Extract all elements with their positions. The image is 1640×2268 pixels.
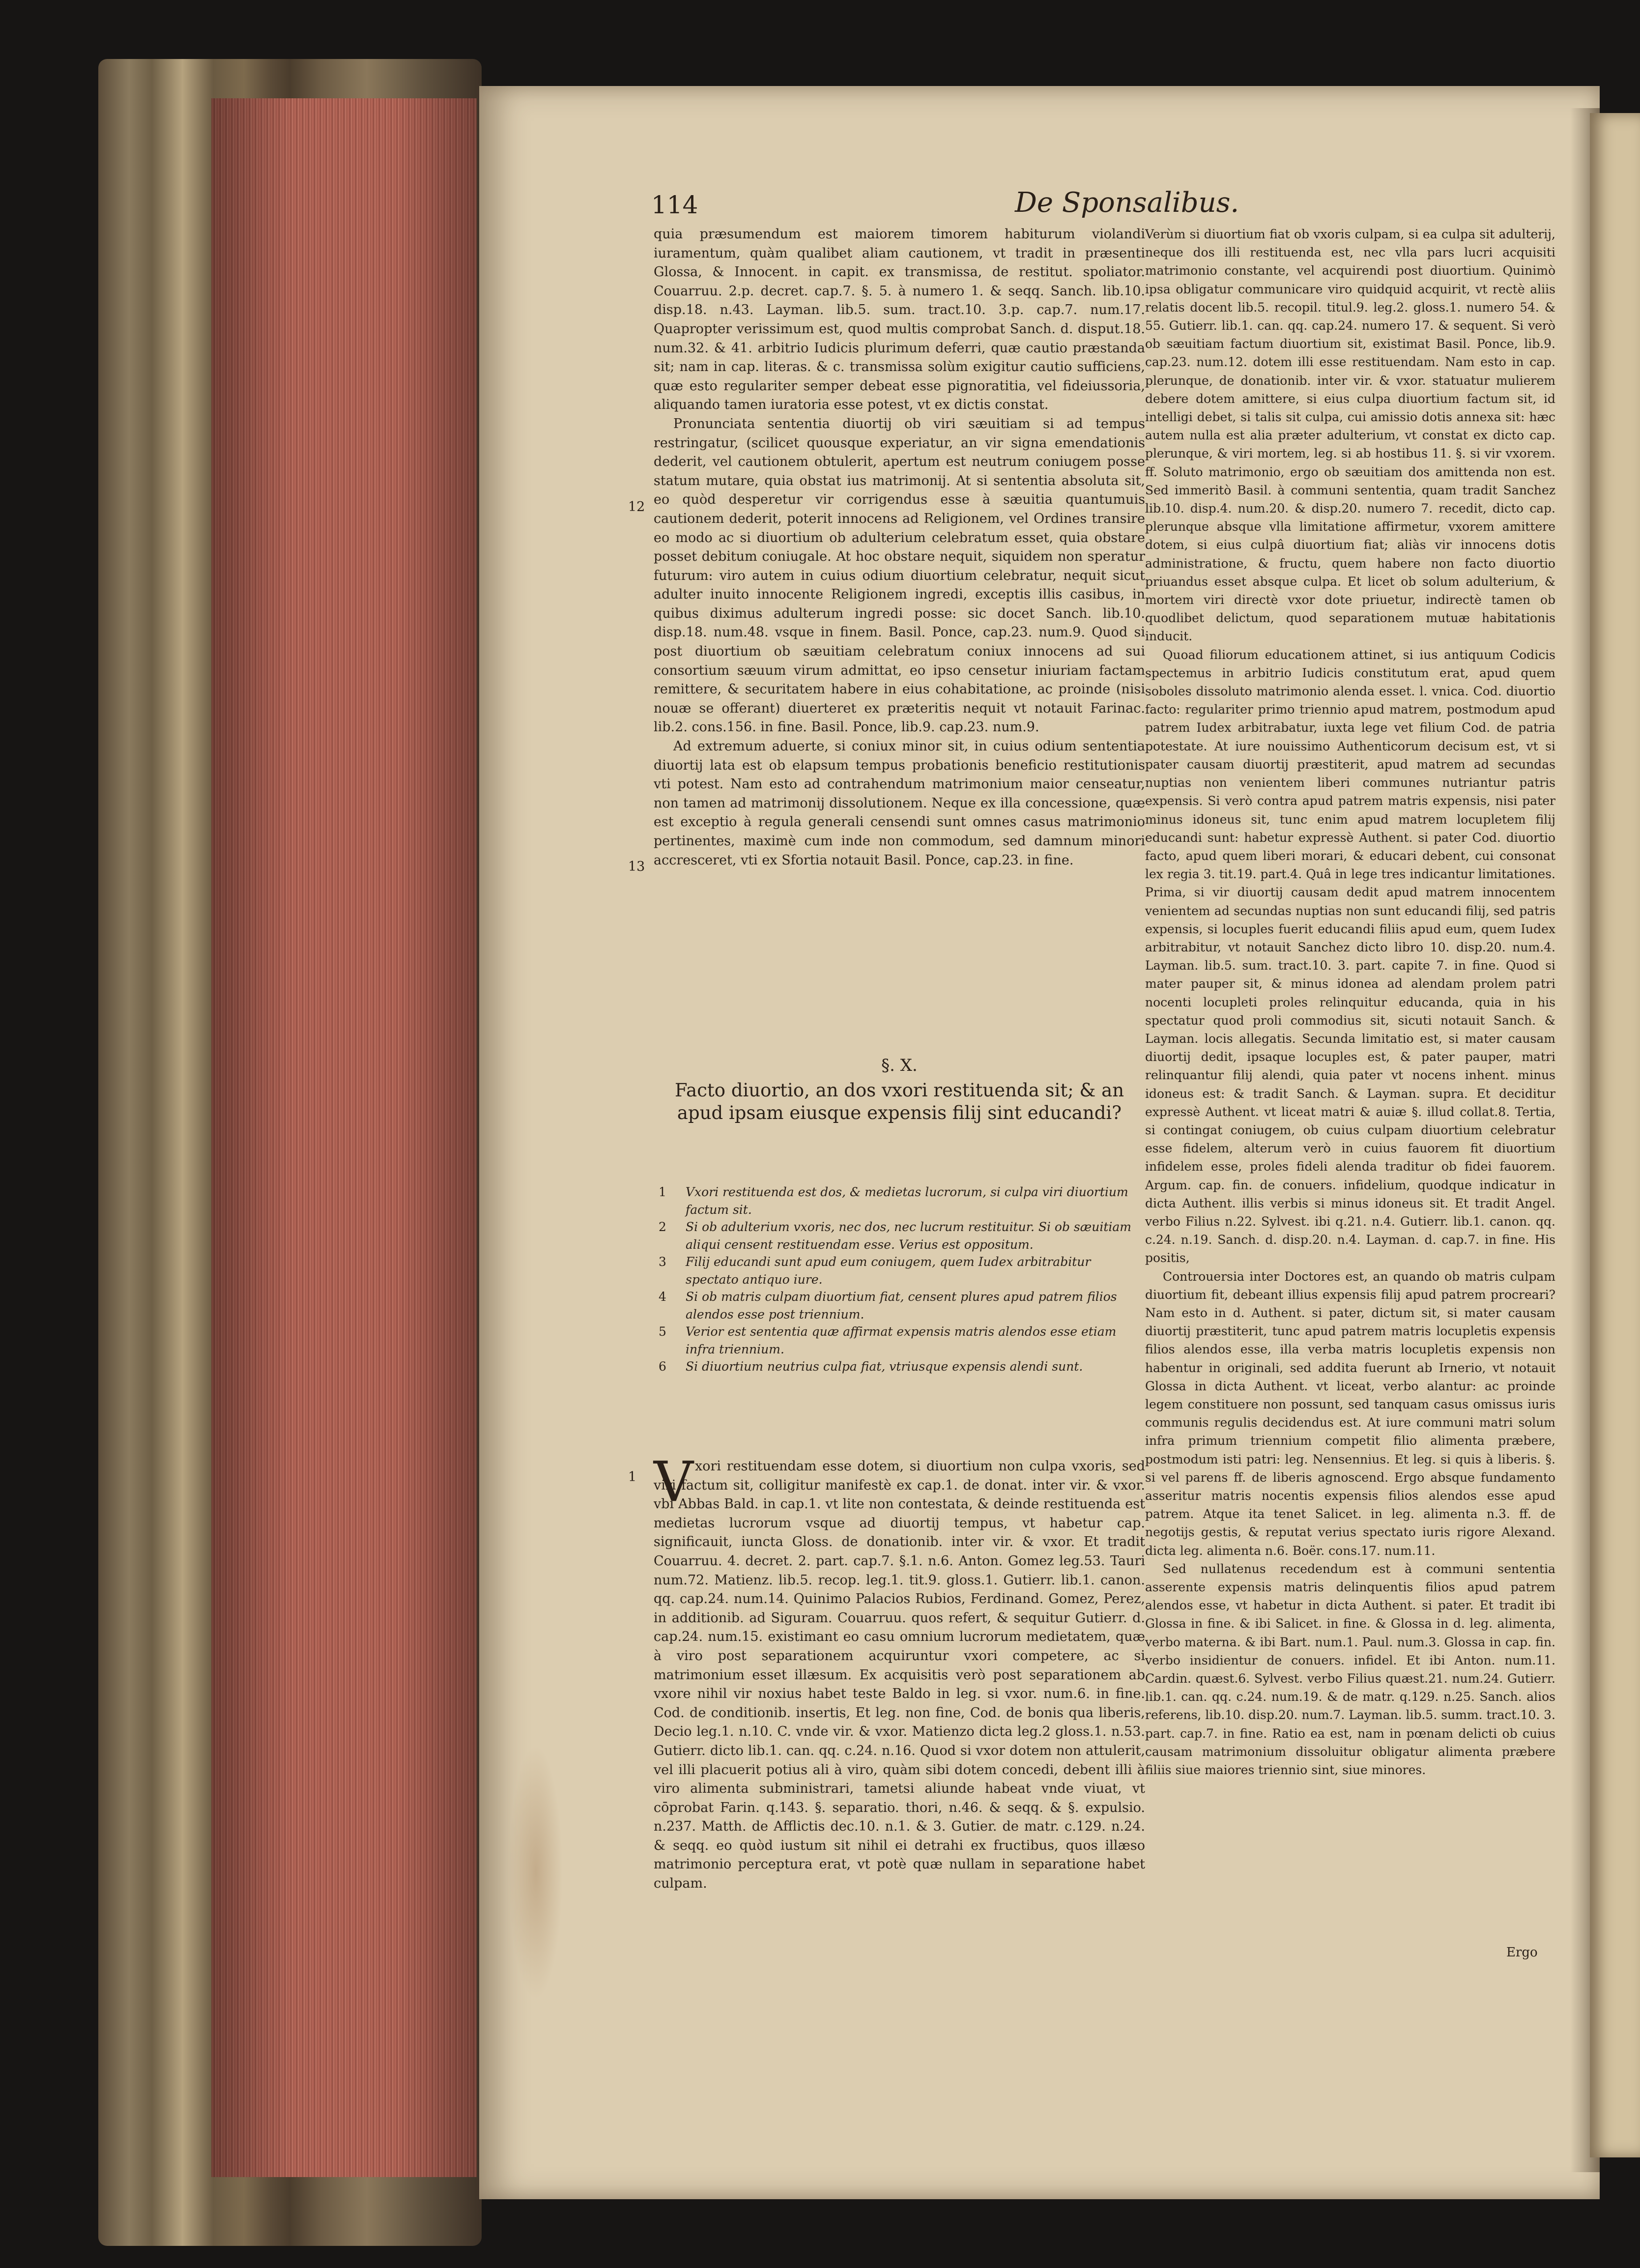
summary-item: 3 Filij educandi sunt apud eum coniugem, quem Iudex arbitrabitur spectato antiquo iure. xyxy=(659,1255,1091,1287)
summary-item: 6 Si diuortium neutrius culpa fiat, vtriusque expensis alendi sunt. xyxy=(659,1359,1083,1374)
facing-page-edge xyxy=(1590,113,1640,2157)
summary-item: 1 Vxori restituenda est dos, & medietas lucrorum, si culpa viri diuortium factum sit. xyxy=(659,1185,1128,1217)
paragraph-1: xori restituendam esse dotem, si diuortium non culpa vxoris, sed viri factum sit, colligitur manifestè ex cap.1. de donat. inter vir. & vxor. vbi Abbas Bald. in cap.1. vt lite non contestata, & deinde restituenda est medietas lucrorum vsque ad diuortij tempus, vt habetur cap. significauit, iuncta Gloss. de donationib. inter vir. & vxor. Et tradit Couarruu. 4. decret. 2. part. cap.7. §.1. n.6. Anton. Gomez leg.53. Tauri num.72. Matienz. lib.5. recop. leg.1. tit.9. gloss.1. Gutierr. lib.1. canon. qq. cap.24. num.14. Quinimo Palacios Rubios, Ferdinand. Gomez, Perez, in additionib. ad Siguram. Couarruu. quos refert, & sequitur Gutierr. d. cap.24. num.15. existimant eo casu omnium lucrorum medietatem, quæ à viro post separationem acquiruntur vxori competere, ac si matrimonium esset illæsum. Ex acquisitis verò post separationem ab vxore nihil vir noxius habet teste Baldo in leg. si vxor. num.6. in fine. Cod. de conditionib. insertis, Et leg. non fine, Cod. de bonis qua liberis, Decio leg.1. n.10. C. vnde vir. & vxor. Matienzo dicta leg.2 gloss.1. n.53. Gutierr. dicto lib.1. can. qq. c.24. n.16. Quod si vxor dotem non attulerit, vel illi placuerit potius ali à viro, quàm sibi dotem concedi, debent illi à viro alimenta subministrari, tametsi aliunde habeat vnde viuat, vt cōprobat Farin. q.143. §. separatio. thori, n.46. & seqq. & §. expulsio. n.237. Matth. de Afflictis dec.10. n.1. & 3. Gutier. de matr. c.129. n.24. & seqq. eo quòd iustum sit nihil ei detrahi ex fructibus, quos illæso matrimonio perceptura erat, vt potè quæ nullam in separatione habet culpam. xyxy=(654,1459,1145,1892)
summary-item: 2 Si ob adulterium vxoris, nec dos, nec lucrum restituitur. Si ob sæuitiam aliqui censent restituendam esse. Verius est oppositum. xyxy=(659,1220,1131,1252)
paragraph-12: Pronunciata sententia diuortij ob viri sæuitiam si ad tempus restringatur, (scilicet quousque experiatur, an vir signa emendationis dederit, vel cautionem obtulerit, apertum est neutrum coniugem posse statum mutare, quia obstat ius matrimonij. At si sententia absoluta sit, eo quòd desperetur vir corrigendus esse à sæuitia quantumuis cautionem dederit, poterit innocens ad Religionem, vel Ordines transire eo modo ac si diuortium ob adulterium celebratum esset, quia obstare posset debitum coniugale. At hoc obstare nequit, siquidem non speratur futurum: viro autem in cuius odium diuortium celebratur, nequit sicut adulter inuito innocente Religionem ingredi, exceptis illis casibus, in quibus diximus adulterum ingredi posse: sic docet Sanch. lib.10. disp.18. num.48. vsque in finem. Basil. Ponce, cap.23. num.9. Quod si post diuortium ob sæuitiam celebratum coniux innocens ad sui consortium sæuum virum admittat, eo ipso censetur iniuriam factam remittere, & securitatem habere in eius cohabitatione, ac proinde (nisi nouæ se offerant) diuerteret ex præteritis nequit vt notauit Farinac. lib.2. cons.156. in fine. Basil. Ponce, lib.9. cap.23. num.9. xyxy=(654,416,1145,735)
right-column xyxy=(1145,225,1555,1779)
margin-number-13: 13 xyxy=(628,859,645,874)
right-paragraph: Quoad filiorum educationem attinet, si ius antiquum Codicis spectemus in arbitrio Iudicis constitutum erat, apud quem soboles dissoluto matrimonio alenda esset. l. vnica. Cod. diuortio facto: regulariter primo triennio apud matrem, postmodum apud patrem Iudex arbitrabatur, iuxta lege vet filium Cod. de patria potestate. At iure nouissimo Authenticorum decisum est, vt si pater causam diuortij præstiterit, apud matrem ad secundas nuptias non venientem liberi communes nutriantur patris expensis. Si verò contra apud patrem matris expensis, nisi pater minus idoneus sit, tunc enim apud matrem locupletem filij educandi sunt: habetur expressè Authent. si pater Cod. diuortio facto, apud quem liberi morari, & educari debent, cui consonat lex regia 3. tit.19. part.4. Quâ in lege tres indicantur limitationes. Prima, si vir diuortij causam dedit apud matrem innocentem venientem ad secundas nuptias non sunt educandi filij, sed patris expensis, si locuples fuerit educandi filiis apud eum, quem Iudex arbitrabitur, vt notauit Sanchez dicto libro 10. disp.20. num.4. Layman. lib.5. sum. tract.10. 3. part. capite 7. in fine. Quod si mater pauper sit, & minus idonea ad alendam prolem patri nocenti locupleti proles relinquitur educanda, quia in his spectatur quod proli commodius sit, sicuti notauit Sanch. & Layman. locis allegatis. Secunda limitatio est, si mater causam diuortij dedit, ipsaque locuples est, & pater pauper, matri relinquantur filij alendi, quia pater vt nocens inhent. minus idoneus est: & tradit Sanch. & Layman. supra. Et deciditur expressè Authent. vt liceat matri & auiæ §. illud collat.8. Tertia, si contingat coniugem, ob cuius culpam diuortium celebratur esse fidelem, alterum verò in cuius fauorem fit diuortium infidelem esse, proles fideli alenda traditur ob fidei fauorem. Argum. cap. fin. de conuers. infidelium, quodque indicatur in dicta Authent. illis verbis si minus idoneus sit. Et tradit Angel. verbo Filius n.22. Sylvest. ibi q.21. n.4. Gutierr. lib.1. canon. qq. c.24. n.19. Sanch. d. disp.20. n.4. Layman. d. cap.7. in fine. His positis, xyxy=(1145,647,1555,1265)
running-title: De Sponsalibus. xyxy=(1015,187,1239,219)
section-title: Facto diuortio, an dos vxori restituenda sit; & an apud ipsam eiusque expensis filij sint educandi? xyxy=(674,1080,1124,1123)
drop-cap: V xyxy=(654,1450,693,1514)
section-summary xyxy=(659,1183,1145,1376)
page-edges-shade xyxy=(211,98,477,2177)
right-paragraph: Sed nullatenus recedendum est à communi sententia asserente expensis matris delinquentis filios apud patrem alendos esse, vt habetur in dicta Authent. si pater. Et tradit ibi Glossa in fine. & ibi Salicet. in fine. & Glossa in d. leg. alimenta, verbo materna. & ibi Bart. num.1. Paul. num.3. Glossa in cap. fin. verbo insidientur de conuers. infidel. Et ibi Anton. num.11. Cardin. quæst.6. Sylvest. verbo Filius quæst.21. num.24. Gutierr. lib.1. can. qq. c.24. num.19. & de matr. q.129. n.25. Sanch. alios referens, lib.10. disp.20. num.7. Layman. lib.5. summ. tract.10. 3. part. cap.7. in fine. Ratio ea est, nam in pœnam delicti ob cuius causam matrimonium dissoluitur obligatur alimenta præbere filiis siue maiores triennio sint, siue minores. xyxy=(1145,1561,1555,1778)
page-number: 114 xyxy=(651,191,698,219)
margin-number-1: 1 xyxy=(628,1469,637,1485)
right-paragraph: Controuersia inter Doctores est, an quando ob matris culpam diuortium fit, debeant illius expensis filij apud patrem procreari? Nam esto in d. Authent. si pater, dictum sit, si mater causam diuortij præstiterit, tunc apud patrem matris locupletis expensis filios alendos esse, illa verba matris locupletis expensis non habentur in originali, sed addita fuerunt ab Irnerio, vt notauit Glossa in dicta Authent. vt liceat, verbo alantur: ac proinde legem constituere non possunt, sed tanquam casus omissus iuris communis regulis decidendus est. At iure communi matri solum infra primum triennium competit filio alimenta præbere, postmodum isti patri: leg. Nensennius. Et leg. si quis à liberis. §. si vel parens ff. de liberis agnoscend. Ergo absque fundamento asseritur matris nocentis expensis filios alendos esse apud patrem. Atque ita tenet Salicet. in leg. alimenta n.3. ff. de negotijs gestis, & reputat verius spectato iuris rigore Alexand. dicta leg. alimenta n.6. Boër. cons.17. num.11. xyxy=(1145,1269,1555,1558)
section-mark: §. X. xyxy=(881,1056,918,1075)
left-column xyxy=(654,225,1145,870)
right-paragraph: Verùm si diuortium fiat ob vxoris culpam, si ea culpa sit adulterij, neque dos illi restituenda est, nec vlla pars lucri acquisiti matrimonio constante, vel acquirendi post diuortium. Quinimò ipsa obligatur communicare viro quidquid acquirit, vt rectè aliis relatis docent lib.5. recopil. titul.9. leg.2. gloss.1. numero 54. & 55. Gutierr. lib.1. can. qq. cap.24. numero 17. & sequent. Si verò ob sæuitiam factum diuortium sit, existimat Basil. Ponce, lib.9. cap.23. num.12. dotem illi esse restituendam. Nam esto in cap. plerunque, de donationib. inter vir. & vxor. statuatur mulierem debere dotem amittere, si eius culpa diuortium factum sit, id intelligi debet, si talis sit culpa, cui amissio dotis annexa sit: hæc autem nulla est alia præter adulterium, vt constat ex dicto cap. plerunque, & viri mortem, leg. si ab hostibus 11. §. si vir vxorem. ff. Soluto matrimonio, ergo ob sæuitiam dos amittenda non est. Sed immeritò Basil. à communi sententia, quam tradit Sanchez lib.10. disp.4. num.20. & disp.20. numero 7. recedit, dicto cap. plerunque absque vlla limitatione affirmetur, vxorem amittere dotem, si eius culpâ diuortium fiat; aliàs vir innocens dotis administratione, & fructu, quem habere non facto diuortio priuandus esset absque culpa. Et licet ob solum adulterium, & mortem viri directè vxor dote priuetur, indirectè tamen ob quodlibet delictum, quod separationem mutuæ habitationis inducit. xyxy=(1145,227,1555,644)
summary-item: 5 Verior est sententia quæ affirmat expensis matris alendos esse etiam infra triennium. xyxy=(659,1324,1117,1356)
catchword: Ergo xyxy=(1506,1945,1538,1960)
margin-number-12: 12 xyxy=(628,499,645,515)
paragraph-13: Ad extremum aduerte, si coniux minor sit, in cuius odium sententia diuortij lata est ob elapsum tempus probationis beneficio restitutionis vti potest. Nam esto ad contrahendum matrimonium maior censeatur, non tamen ad matrimonij dissolutionem. Neque ex illa concessione, quæ est exceptio à regula generali censendi sunt omnes casus matrimonio pertinentes, maximè cum inde non commodum, sed damnum minori accresceret, vti ex Sfortia notauit Basil. Ponce, cap.23. in fine. xyxy=(654,739,1145,868)
left-column-top-text: quia præsumendum est maiorem timorem habiturum violandi iuramentum, quàm qualibet aliam cautionem, vt tradit in præsenti Glossa, & Innocent. in capit. ex transmissa, de restitut. spoliator. Couarruu. 2.p. decret. cap.7. §. 5. à numero 1. & seqq. Sanch. lib.10. disp.18. n.43. Layman. lib.5. sum. tract.10. 3.p. cap.7. num.17. Quapropter verissimum est, quod multis comprobat Sanch. d. disput.18. num.32. & 41. arbitrio Iudicis plurimum deferri, quæ cautio præstanda sit; nam in cap. literas. & c. transmissa solùm exigitur cautio sufficiens, quæ esto regulariter semper debeat esse pignoratitia, vel fideiussoria, aliquando tamen iuratoria esse potest, vt ex dictis constat. xyxy=(654,227,1145,413)
stain xyxy=(509,1745,563,2000)
summary-item: 4 Si ob matris culpam diuortium fiat, censent plures apud patrem filios alendos esse post triennium. xyxy=(659,1290,1117,1321)
